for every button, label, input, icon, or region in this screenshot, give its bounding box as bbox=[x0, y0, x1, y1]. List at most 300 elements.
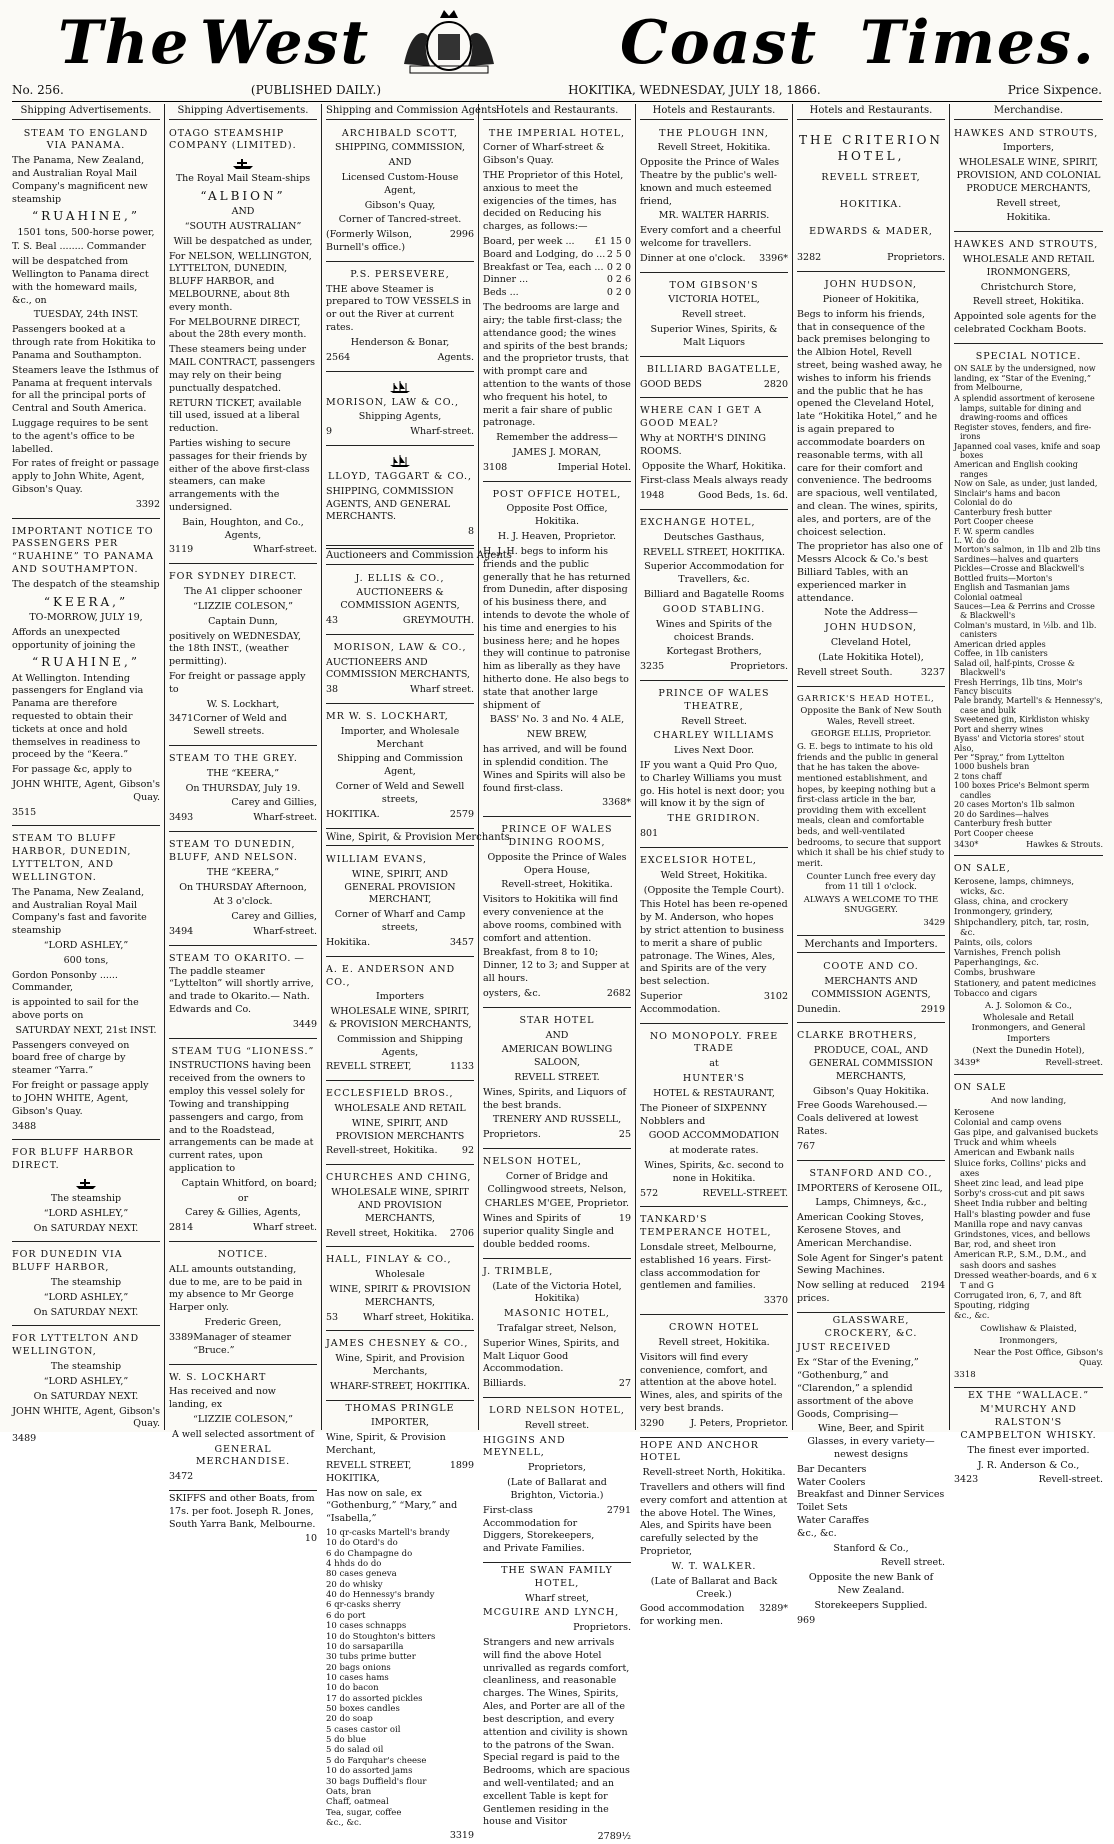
advert-text: The despatch of the steamship bbox=[12, 578, 160, 590]
column-heading: Shipping Advertisements. bbox=[169, 104, 317, 120]
advert-text: BASS' No. 3 and No. 4 ALE, bbox=[489, 714, 625, 726]
advert-text: Corner of Wharf and Camp streets, bbox=[334, 909, 466, 934]
advert-text: — The paddle steamer “Lyttelton” will shortly arrive, and trade to Okarito.— Nath. Edwards and Co. bbox=[169, 952, 314, 1015]
advert-title: IMPORTANT NOTICE TO PASSENGERS PER “RUAHINE” TO PANAMA AND SOUTHAMPTON. bbox=[12, 525, 155, 576]
masthead-word-coast: Coast bbox=[620, 8, 819, 78]
columns bbox=[8, 104, 1108, 1843]
advert-text: GOOD STABLING. bbox=[662, 603, 766, 615]
advert-text: The proprietor has also one of Messrs Alcock & Co.'s best Billiard Tables, with an experienced marker in attendance. bbox=[797, 541, 943, 604]
advert-text: Weld Street, Hokitika. bbox=[660, 869, 768, 881]
price: Price Sixpence. bbox=[1007, 83, 1102, 97]
sailing-ship-icon bbox=[388, 380, 412, 394]
advert-number: 2996 bbox=[449, 229, 474, 241]
advert-text: MASONIC HOTEL, bbox=[504, 1308, 610, 1320]
advert-title: STEAM TO OKARITO. bbox=[169, 952, 292, 964]
advert-text: Trafalgar street, Nelson, bbox=[497, 1322, 617, 1334]
list-item: &c., &c. bbox=[326, 1818, 362, 1828]
advert bbox=[640, 123, 788, 273]
advert bbox=[483, 1400, 631, 1563]
advert bbox=[483, 1565, 631, 1844]
advert-text: Wine, Spirit, & Provision Merchant, bbox=[326, 1432, 446, 1457]
list-item: 5 do salad oil bbox=[326, 1745, 384, 1756]
ship-name: “ALBION” bbox=[200, 188, 286, 203]
advert-number: 3235 bbox=[640, 661, 665, 673]
advert-text: At 3 o'clock. bbox=[213, 896, 273, 908]
advert-title: JOHN HUDSON, bbox=[824, 279, 918, 291]
advert-text: On SATURDAY NEXT. bbox=[33, 1222, 139, 1234]
advert-text: Wine, Beer, and Spirit Glasses, in every variety—newest designs bbox=[807, 1423, 935, 1460]
price-label: Dinner ... bbox=[483, 274, 529, 286]
advert-text: The steamship bbox=[50, 1192, 122, 1204]
column-heading: Hotels and Restaurants. bbox=[483, 104, 631, 120]
advert-text: Proprietors, bbox=[528, 1462, 586, 1474]
list-item: American and Ewbank nails bbox=[954, 1148, 1075, 1159]
advert bbox=[326, 1167, 474, 1247]
advert-text: is appointed to sail for the above ports on bbox=[12, 997, 139, 1021]
advert-text: Christchurch Store, bbox=[980, 281, 1077, 293]
advert-number: 3102 bbox=[763, 991, 788, 1002]
advert bbox=[326, 706, 474, 829]
advert bbox=[326, 264, 474, 372]
advert-text: HOKITIKA. bbox=[839, 198, 903, 210]
advert-text: Good Beds, 1s. 6d. bbox=[698, 490, 788, 502]
advert-title: HOPE AND ANCHOR HOTEL bbox=[640, 1439, 759, 1464]
advert bbox=[797, 274, 945, 686]
price-row bbox=[483, 236, 631, 249]
advert-text: Stanford & Co., bbox=[833, 1542, 909, 1554]
advert-text: Shipping and Commission Agent, bbox=[337, 753, 463, 778]
advert-number: 19 bbox=[618, 1213, 631, 1225]
advert bbox=[169, 566, 317, 746]
list-item: Also, bbox=[954, 743, 974, 753]
list-item: Shipchandlery, pitch, tar, rosin, &c. bbox=[954, 917, 1090, 938]
advert bbox=[640, 400, 788, 510]
advert-title: STEAM TO THE GREY. bbox=[169, 753, 298, 764]
publication-note: (PUBLISHED DAILY.) bbox=[250, 83, 382, 97]
list-item: &c., &c. bbox=[797, 1527, 837, 1539]
list-item: Bottled fruits—Morton's bbox=[954, 573, 1053, 583]
ship-name: “RUAHINE,” bbox=[32, 655, 140, 670]
advert bbox=[483, 1261, 631, 1398]
advert-text: Importers bbox=[376, 991, 424, 1003]
advert-number: 3392 bbox=[135, 498, 160, 510]
advert-text: RETURN TICKET, available till used, issued at a liberal reduction. bbox=[169, 397, 302, 435]
advert-title: THE IMPERIAL HOTEL, bbox=[488, 127, 626, 139]
list-item: American R.P., S.M., D.M., and sash doors and sashes bbox=[954, 1250, 1087, 1271]
advert-text: WINE, SPIRIT, AND PROVISION MERCHANTS bbox=[335, 1117, 465, 1142]
advert-text: THE Proprietor of this Hotel, anxious to meet the exigencies of the times, has decided on Reducing his charges, as follows:— bbox=[483, 169, 624, 233]
advert-text: The bedrooms are large and airy; the table first-class; the attendance good; the wines and spirits of the best brands; and the proprietor trusts, that with prompt care and attention to the wants of those who frequent his hotel, to merit a fair share of public patronage. bbox=[483, 302, 631, 429]
advert-text: SKIFFS and other Boats, from 17s. per foot. Joseph R. Jones, South Yarra Bank, Melbourne. bbox=[169, 1493, 316, 1530]
list-item: Varnishes, French polish bbox=[954, 948, 1061, 959]
list-item: Stationery, and patent medicines bbox=[954, 978, 1097, 989]
column-4 bbox=[479, 104, 636, 1843]
advert-text: Hawkes & Strouts. bbox=[1026, 839, 1103, 849]
column-2 bbox=[165, 104, 322, 1545]
advert-number: 2682 bbox=[606, 987, 631, 999]
advert bbox=[797, 1025, 945, 1160]
advert-text: For freight or passage apply to JOHN WHITE, Agent, Gibson's Quay. bbox=[12, 1080, 149, 1117]
price-value: 0 2 6 bbox=[606, 274, 631, 286]
advert-text: Every comfort and a cheerful welcome for travellers. bbox=[640, 225, 781, 249]
advert-number: 3471 bbox=[169, 713, 194, 725]
advert-text: Superior Wines, Spirits, & Malt Liquors bbox=[650, 324, 778, 348]
advert-text: Note the Address— bbox=[824, 607, 918, 619]
masthead-word-times: Times. bbox=[860, 8, 1096, 78]
advert-text: Revell street. bbox=[524, 1419, 590, 1431]
issue-number: No. 256. bbox=[12, 83, 64, 97]
list-item: Breakfast and Dinner Services bbox=[797, 1489, 945, 1501]
list-item: Spouting, ridging bbox=[954, 1301, 1030, 1312]
advert-text: Free Goods Warehoused.—Coals delivered at lowest Rates. bbox=[797, 1100, 928, 1138]
advert-number: 3457 bbox=[449, 936, 474, 948]
dateline bbox=[12, 82, 1102, 102]
advert-text: Hokitika. bbox=[326, 936, 371, 948]
list-item: English and Tasmanian jams bbox=[954, 583, 1070, 593]
list-item: Sinclair's hams and bacon bbox=[954, 488, 1061, 498]
advert-text: WHOLESALE WINE, SPIRIT, PROVISION, AND COLONIAL PRODUCE MERCHANTS, bbox=[956, 157, 1101, 194]
ship-name: THE “KEERA,” bbox=[206, 866, 280, 878]
column-heading: Hotels and Restaurants. bbox=[640, 104, 788, 120]
advert-text: Gibson's Quay Hokitika. bbox=[813, 1085, 929, 1097]
advert-title: THOMAS PRINGLE bbox=[345, 1402, 455, 1414]
advert-text: EDWARDS & MADER, bbox=[809, 225, 933, 237]
advert-text: And now landing, bbox=[990, 1095, 1067, 1106]
advert-text: The Panama, New Zealand, and Australian Royal Mail Company's magnificent new steamship bbox=[12, 155, 148, 205]
list-item: Hall's blasting powder and fuse bbox=[954, 1209, 1091, 1220]
advert-title: PRINCE OF WALES DINING ROOMS, bbox=[501, 824, 613, 848]
price-label: Beds ... bbox=[483, 287, 519, 299]
advert-text: 600 tons, bbox=[63, 954, 109, 966]
advert-text: Commission and Shipping Agents, bbox=[337, 1033, 463, 1058]
advert-title: FOR SYDNEY DIRECT. bbox=[169, 571, 298, 583]
list-item: Combs, brushware bbox=[954, 968, 1036, 979]
list-item: Canterbury fresh butter bbox=[954, 819, 1052, 829]
list-item: Sheet zinc lead, and lead pipe bbox=[954, 1179, 1084, 1190]
advert-text: Passengers conveyed on board free of charge by steamer “Yarra.” bbox=[12, 1039, 130, 1077]
advert-text: Revell-street. bbox=[1038, 1474, 1103, 1486]
advert-number: 38 bbox=[326, 684, 339, 696]
advert bbox=[483, 123, 631, 482]
list-item: Fancy biscuits bbox=[954, 686, 1012, 696]
advert-text: Carey and Gillies, bbox=[231, 797, 317, 809]
advert-number: 2706 bbox=[449, 1227, 474, 1239]
advert-text: JAMES J. MORAN, bbox=[512, 447, 602, 458]
advert-text: Revell street, Hokitika. bbox=[326, 1227, 438, 1239]
advert-text: The finest ever imported. bbox=[967, 1444, 1090, 1456]
advert-text: Licensed Custom-House Agent, bbox=[341, 171, 459, 196]
advert-text: Superior Wines, Spirits, and Malt Liquor Good Accommodation. bbox=[483, 1337, 620, 1375]
advert-text: HIGGINS AND MEYNELL, bbox=[483, 1434, 566, 1459]
advert-title: CROWN HOTEL bbox=[669, 1322, 759, 1334]
advert-number: 25 bbox=[618, 1129, 631, 1141]
advert-text: JOHN HUDSON, bbox=[824, 622, 918, 634]
list-item: Bar, rod, and sheet iron bbox=[954, 1240, 1056, 1251]
section-heading: Wine, Spirit, & Provision Merchants bbox=[326, 831, 474, 847]
price-table bbox=[483, 236, 631, 300]
advert-text: WINE, SPIRIT, AND GENERAL PROVISION MERCHANT, bbox=[344, 868, 456, 906]
list-item: Grindstones, vices, and bellows bbox=[954, 1229, 1091, 1240]
list-item: 6 do Champagne do bbox=[326, 1548, 413, 1559]
advert-title: A. E. ANDERSON AND CO., bbox=[326, 963, 456, 988]
advert-text: Wine, Spirit, and Provision Merchants, bbox=[335, 1353, 465, 1377]
advert-number: 3319 bbox=[449, 1830, 474, 1842]
advert bbox=[169, 1493, 317, 1546]
advert-text: HOKITIKA. bbox=[326, 808, 380, 820]
advert bbox=[954, 858, 1103, 1075]
list-item: 20 do Sardines—halves bbox=[954, 809, 1049, 819]
advert-number: 43 bbox=[326, 614, 339, 626]
advert-text: Lamps, Chimneys, &c., bbox=[815, 1197, 927, 1209]
column-1 bbox=[8, 104, 165, 1445]
list-item: Tea, sugar, coffee bbox=[326, 1807, 402, 1818]
advert-number: 3119 bbox=[169, 544, 194, 556]
advert-text: Captain Dunn, bbox=[208, 615, 278, 627]
ship-name: “SOUTH AUSTRALIAN” bbox=[184, 220, 302, 232]
advert-title: PRINCE OF WALES THEATRE, bbox=[658, 687, 770, 712]
advert bbox=[326, 637, 474, 704]
advert-text: REVELL-STREET. bbox=[702, 1187, 788, 1199]
advert bbox=[326, 568, 474, 635]
ship-name: “LIZZIE COLESON,” bbox=[192, 1413, 293, 1425]
advert-text: Bain, Houghton, and Co., Agents, bbox=[182, 516, 304, 541]
list-item: 50 boxes candles bbox=[326, 1704, 400, 1715]
list-item: 40 do Hennessy's brandy bbox=[326, 1590, 435, 1601]
advert-text: Counter Lunch free every day from 11 till 1 o'clock. bbox=[806, 871, 936, 893]
advert-number: 9 bbox=[326, 426, 333, 438]
advert-title: TOM GIBSON'S bbox=[669, 279, 759, 291]
advert-title: W. S. LOCKHART bbox=[169, 1371, 267, 1383]
advert-text: Now selling at reduced prices. bbox=[797, 1280, 909, 1304]
advert-text: Corner of Wharf-street & Gibson's Quay. bbox=[483, 142, 605, 167]
advert-text: Wharf-street. bbox=[253, 544, 317, 556]
ship-name: “RUAHINE,” bbox=[32, 209, 140, 224]
advert-text: The A1 clipper schooner bbox=[184, 586, 302, 598]
advert-text: Imperial Hotel. bbox=[557, 461, 631, 473]
advert-text: Billiard and Bagatelle Rooms bbox=[643, 589, 785, 601]
advert-text: CHARLES M'GEE, Proprietor. bbox=[484, 1198, 630, 1210]
advert-text: For passage &c, apply to bbox=[12, 764, 132, 776]
advert-text: The steamship bbox=[50, 1277, 122, 1288]
advert-text: Opposite the Prince of Wales Opera House, bbox=[487, 851, 627, 876]
list-item: F. W. sperm candles bbox=[954, 526, 1035, 536]
advert-title: TANKARD'S TEMPERANCE HOTEL, bbox=[640, 1214, 772, 1239]
advert-text: For MELBOURNE DIRECT, about the 28th every month. bbox=[169, 316, 307, 341]
advert-number: 3494 bbox=[169, 925, 194, 937]
advert-text: Wines, Spirits, and Liquors of the best brands. bbox=[483, 1086, 627, 1111]
ship-name: “LORD ASHLEY,” bbox=[43, 939, 129, 951]
advert-title: WILLIAM EVANS, bbox=[326, 854, 428, 865]
advert-text: Agents. bbox=[437, 351, 474, 363]
advert-text: Wharf street. bbox=[253, 1222, 317, 1234]
advert-number: 3389 bbox=[169, 1331, 194, 1343]
advert-text: Carey & Gillies, Agents, bbox=[185, 1207, 301, 1219]
advert-number: 3488 bbox=[12, 1120, 37, 1132]
advert-title: LLOYD, TAGGART & CO., bbox=[327, 470, 473, 482]
advert-text: Revell street, Hokitika. bbox=[972, 296, 1085, 308]
advert-text: SATURDAY NEXT, 21st INST. bbox=[15, 1024, 157, 1036]
goods-list bbox=[326, 1528, 474, 1828]
advert-text: (Late of the Victoria Hotel, Hokitika) bbox=[492, 1280, 622, 1305]
list-item: Coffee, in 1lb canisters bbox=[954, 649, 1048, 659]
advert-text: Superior Accommodation for Travellers, &c. bbox=[644, 561, 784, 586]
advert-text: Wharf street. bbox=[410, 684, 474, 696]
advert-text: First-class Accommodation for Diggers, Storekeepers, and Private Families. bbox=[483, 1504, 595, 1555]
advert-text: Superior Accommodation. bbox=[640, 991, 721, 1015]
advert-text: VICTORIA HOTEL, bbox=[668, 294, 760, 306]
advert-text: (Late of Ballarat and Brighton, Victoria.) bbox=[507, 1477, 607, 1501]
price-row bbox=[483, 274, 631, 287]
advert bbox=[640, 1440, 788, 1629]
advert-text: For rates of freight or passage apply to John White, Agent, Gibson's Quay. bbox=[12, 458, 160, 495]
advert bbox=[483, 1151, 631, 1259]
list-item: Kerosene, lamps, chimneys, wicks, &c. bbox=[954, 876, 1075, 897]
list-item: 10 cases hams bbox=[326, 1672, 389, 1683]
advert-number: 2194 bbox=[920, 1280, 945, 1292]
advert-text: Hokitika. bbox=[1006, 212, 1051, 224]
advert-text: Has received and now landing, ex bbox=[169, 1386, 276, 1411]
advert bbox=[640, 359, 788, 399]
advert-text: Revell-street, Hokitika. bbox=[326, 1145, 438, 1157]
advert-text: has arrived, and will be found in splendid condition. The Wines and Spirits will also be found first-class. bbox=[483, 744, 627, 794]
advert-title: STEAM TO ENGLAND VIA PANAMA. bbox=[23, 127, 149, 152]
advert-text: Importers, bbox=[1003, 142, 1054, 154]
advert bbox=[12, 123, 160, 519]
advert-number: 3430* bbox=[954, 839, 979, 849]
list-item: Colonial oatmeal bbox=[954, 592, 1023, 602]
advert-text: Captain Whitford, on board; bbox=[181, 1177, 317, 1189]
list-item: Kerosene bbox=[954, 1107, 995, 1118]
goods-list bbox=[954, 1108, 1103, 1322]
advert-text: Parties wishing to secure passages for their friends by either of the above first-class steamers, can make arrangements with the undersigned. bbox=[169, 437, 310, 513]
column-7 bbox=[950, 104, 1107, 1486]
advert-text: Steamers leave the Isthmus of Panama at frequent intervals for all the principal ports of Central and South America. bbox=[12, 364, 159, 415]
advert-title: THE SWAN FAMILY HOTEL, bbox=[501, 1564, 613, 1589]
advert-title: STEAM TO BLUFF HARBOR, DUNEDIN, LYTTELTON, AND WELLINGTON. bbox=[12, 833, 132, 883]
advert-text: Gordon Ponsonby ...... Commander, bbox=[12, 969, 118, 994]
advert bbox=[326, 1249, 474, 1331]
advert bbox=[169, 834, 317, 946]
advert-text: SHIPPING, COMMISSION, bbox=[334, 142, 466, 154]
advert-text: American Cooking Stoves, Kerosene Stoves, and American Merchandise. bbox=[797, 1212, 924, 1249]
advert-text: The steamship bbox=[50, 1361, 122, 1373]
advert bbox=[326, 1333, 474, 1400]
ship-name: “LORD ASHLEY,” bbox=[43, 1207, 129, 1219]
advert-text: H. J. H. begs to inform his friends and the public generally that he has returned from Dunedin, after disposing of his business there, and intends to devote the whole of his time and energies to his business here; and he hopes they will continue to patronise him as liberally as they have hitherto done. He also begs to state that another large shipment of bbox=[483, 545, 631, 711]
advert-text: 1501 tons, 500-horse power, bbox=[17, 226, 155, 238]
advert-number: 3289* bbox=[759, 1603, 788, 1615]
list-item: 10 do assorted jams bbox=[326, 1766, 413, 1777]
advert-text: W. S. Lockhart, bbox=[206, 698, 280, 710]
advert-text: REVELL STREET, HOKITIKA, bbox=[326, 1459, 412, 1484]
list-item: Morton's salmon, in 1lb and 2lb tins bbox=[954, 545, 1101, 555]
advert bbox=[169, 1244, 317, 1365]
advert-text: Cleveland Hotel, bbox=[830, 637, 912, 649]
advert-number: 3472 bbox=[169, 1471, 194, 1483]
list-item: L. W. do do bbox=[954, 535, 999, 545]
advert-text: GREYMOUTH. bbox=[402, 614, 474, 626]
advert-text: On THURSDAY, July 19. bbox=[185, 782, 301, 794]
list-item: Water Coolers bbox=[797, 1476, 866, 1488]
advert-text: Wharf street, bbox=[525, 1592, 589, 1604]
list-item: Salad oil, half-pints, Crosse & Blackwell's bbox=[954, 658, 1075, 678]
list-item: Port Cooper cheese bbox=[954, 828, 1034, 838]
advert-text: WHOLESALE AND RETAIL bbox=[334, 1103, 466, 1114]
advert-title: SPECIAL NOTICE. bbox=[975, 350, 1082, 362]
advert-text: Revell street South. bbox=[797, 666, 893, 678]
advert-title: STAR HOTEL bbox=[519, 1014, 595, 1026]
list-item: Port Cooper cheese bbox=[954, 517, 1034, 527]
list-item: Register stoves, fenders, and fire-irons bbox=[954, 422, 1092, 442]
advert bbox=[640, 850, 788, 1024]
advert-text: MR. WALTER HARRIS. bbox=[658, 210, 770, 222]
advert-text: Gibson's Quay, bbox=[364, 199, 436, 211]
advert-text: GENERAL MERCHANDISE. bbox=[195, 1443, 291, 1468]
list-item: 20 do soap bbox=[326, 1714, 373, 1725]
price-row bbox=[483, 249, 631, 262]
advert bbox=[954, 234, 1103, 344]
advert-text: A well selected assortment of bbox=[171, 1428, 315, 1440]
advert-title: WHERE CAN I GET A GOOD MEAL? bbox=[640, 405, 763, 430]
advert-number: 2814 bbox=[169, 1222, 194, 1234]
ship-name: “LORD ASHLEY,” bbox=[43, 1375, 129, 1387]
advert-number: 2791 bbox=[606, 1504, 631, 1516]
list-item: Fresh Herrings, 1lb tins, Moir's bbox=[954, 677, 1083, 687]
advert bbox=[640, 512, 788, 681]
advert-text: Ex “Star of the Evening,” “Gothenburg,” and “Clarendon,” a splendid assortment of the above Goods, Comprising— bbox=[797, 1357, 919, 1420]
column-6 bbox=[793, 104, 950, 1626]
advert-text: The Panama, New Zealand, and Australian Royal Mail Company's fast and favorite steamship bbox=[12, 886, 147, 937]
advert-number: 3429 bbox=[923, 918, 945, 928]
advert bbox=[797, 1163, 945, 1313]
advert-text: Revell-street North, Hokitika. bbox=[642, 1467, 786, 1479]
advert-text: J. R. Anderson & Co., bbox=[977, 1459, 1080, 1471]
advert-title: HAWKES AND STROUTS, bbox=[954, 127, 1099, 139]
advert bbox=[169, 1367, 317, 1492]
advert-text: H. J. Heaven, Proprietor. bbox=[497, 531, 617, 543]
advert-text: Passengers booked at a through rate from Hokitika to Panama and Southampton. bbox=[12, 324, 156, 361]
advert bbox=[326, 448, 474, 546]
advert bbox=[12, 521, 160, 827]
advert-text: INSTRUCTIONS having been received from the owners to employ this vessel solely for Towing and transhipping passengers and cargo, from and to the Roadstead, arrangements can be made at current rates, upon application to bbox=[169, 1060, 314, 1174]
advert-title: POST OFFICE HOTEL, bbox=[492, 488, 622, 500]
masthead-word-west: West bbox=[200, 8, 371, 78]
advert-title: EXCELSIOR HOTEL, bbox=[640, 854, 757, 866]
list-item: Toilet Sets bbox=[797, 1502, 848, 1514]
advert-title: FOR DUNEDIN VIA BLUFF HARBOR, bbox=[12, 1249, 123, 1274]
advert-text: Lonsdale street, Melbourne, established 16 years. First-class accommodation for gentlemen and families. bbox=[640, 1242, 777, 1292]
advert-number: 3290 bbox=[640, 1417, 665, 1429]
advert-title: CHURCHES AND CHING, bbox=[326, 1172, 472, 1184]
advert-text: Carey and Gillies, bbox=[231, 911, 317, 923]
advert-number: 3370 bbox=[763, 1295, 788, 1307]
advert-title: JAMES CHESNEY & CO., bbox=[326, 1338, 469, 1350]
advert-text: AUCTIONEERS AND COMMISSION MERCHANTS, bbox=[326, 656, 471, 681]
advert-text: ALL amounts outstanding, due to me, are to be paid in my absence to Mr George Harper only. bbox=[169, 1263, 303, 1314]
sailing-ship-icon bbox=[388, 454, 412, 468]
advert bbox=[954, 346, 1103, 857]
list-item: Dressed weather-boards, and 6 x T and G bbox=[954, 1270, 1097, 1291]
advert-text: REVELL STREET, bbox=[821, 171, 921, 183]
advert-text: WHARF-STREET, HOKITIKA. bbox=[330, 1380, 470, 1392]
advert-text: at bbox=[709, 1058, 719, 1070]
advert-text: Deutsches Gasthaus, bbox=[663, 531, 765, 543]
list-item: Pickles—Crosse and Blackwell's bbox=[954, 564, 1085, 574]
list-item: American dried apples bbox=[954, 639, 1046, 649]
advert-text: Corner of Tancred-street. bbox=[338, 214, 462, 226]
column-heading: Shipping and Commission Agents. bbox=[326, 104, 474, 120]
advert bbox=[954, 1077, 1103, 1387]
